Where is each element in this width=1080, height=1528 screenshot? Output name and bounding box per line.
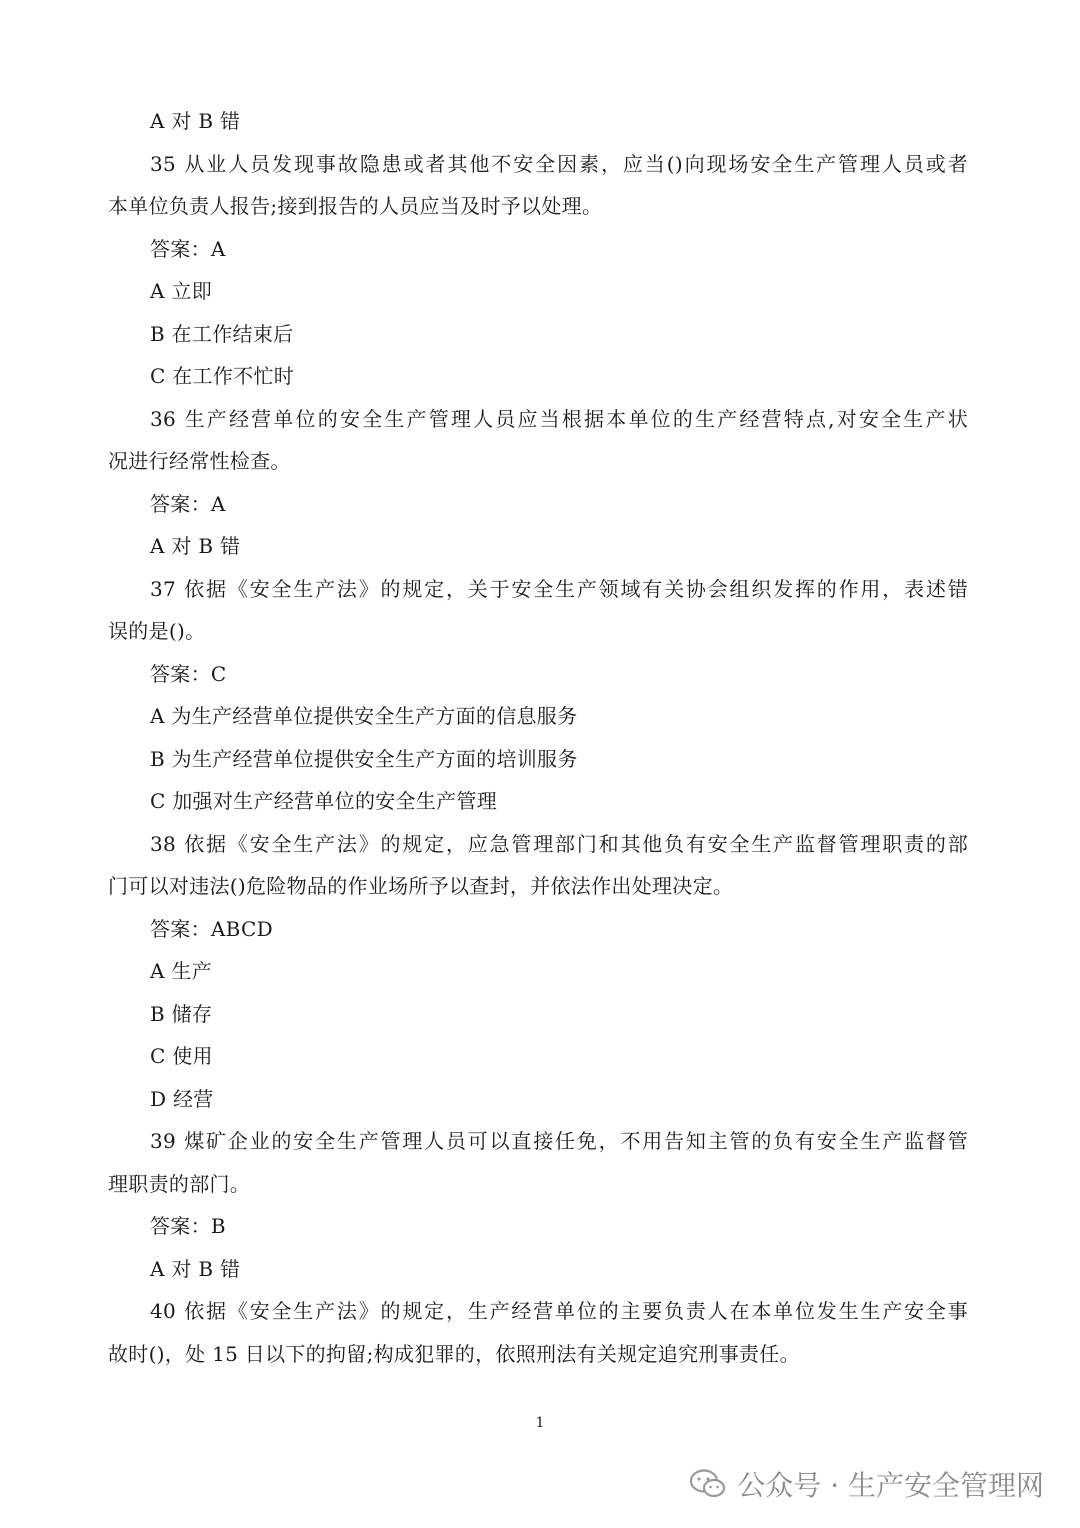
answer-35: 答案：A — [150, 236, 226, 261]
question-37-line-2: 误的是()。 — [108, 619, 206, 643]
answer-37: 答案：C — [150, 661, 227, 686]
option-line: B 在工作结束后 — [150, 321, 294, 346]
page-number: 1 — [535, 1415, 545, 1431]
option-line: A 生产 — [150, 959, 213, 983]
option-line: A 立即 — [150, 279, 213, 303]
option-line: B 储存 — [150, 1001, 213, 1026]
option-line: C 在工作不忙时 — [150, 364, 295, 388]
question-36-line-1: 36 生产经营单位的安全生产管理人员应当根据本单位的生产经营特点,对安全生产状 — [150, 406, 968, 431]
question-35-line-2: 本单位负责人报告;接到报告的人员应当及时予以处理。 — [108, 194, 603, 218]
wechat-official-account-icon — [689, 1468, 727, 1500]
answer-38: 答案：ABCD — [150, 916, 273, 941]
question-37-line-1: 37 依据《安全生产法》的规定，关于安全生产领域有关协会组织发挥的作用，表述错 — [150, 576, 968, 601]
question-40-line-2: 故时()，处 15 日以下的拘留;构成犯罪的，依照刑法有关规定追究刑事责任。 — [108, 1341, 800, 1366]
question-35-line-1: 35 从业人员发现事故隐患或者其他不安全因素，应当()向现场安全生产管理人员或者 — [150, 151, 968, 176]
question-38-line-2: 门可以对违法()危险物品的作业场所予以查封，并依法作出处理决定。 — [108, 874, 734, 898]
option-line: D 经营 — [150, 1086, 214, 1111]
question-39-line-2: 理职责的部门。 — [108, 1171, 251, 1196]
question-39-line-1: 39 煤矿企业的安全生产管理人员可以直接任免，不用告知主管的负有安全生产监督管 — [150, 1129, 968, 1153]
option-line: A 对 B 错 — [150, 534, 241, 558]
question-36-line-2: 况进行经常性检查。 — [108, 449, 291, 473]
option-line: A 对 B 错 — [150, 109, 241, 133]
option-line: C 使用 — [150, 1044, 213, 1068]
option-line: B 为生产经营单位提供安全生产方面的培训服务 — [150, 746, 578, 771]
watermark — [689, 1464, 1044, 1504]
option-line: A 为生产经营单位提供安全生产方面的信息服务 — [150, 704, 578, 728]
answer-36: 答案：A — [150, 491, 226, 516]
watermark-text: 公众号 · 生产安全管理网 — [737, 1469, 1044, 1502]
question-38-line-1: 38 依据《安全生产法》的规定，应急管理部门和其他负有安全生产监督管理职责的部 — [150, 831, 968, 856]
document-body — [108, 100, 968, 1375]
question-40-line-1: 40 依据《安全生产法》的规定，生产经营单位的主要负责人在本单位发生生产安全事 — [150, 1299, 968, 1323]
option-line: A 对 B 错 — [150, 1256, 241, 1281]
option-line: C 加强对生产经营单位的安全生产管理 — [150, 789, 498, 813]
answer-39: 答案：B — [150, 1214, 226, 1238]
